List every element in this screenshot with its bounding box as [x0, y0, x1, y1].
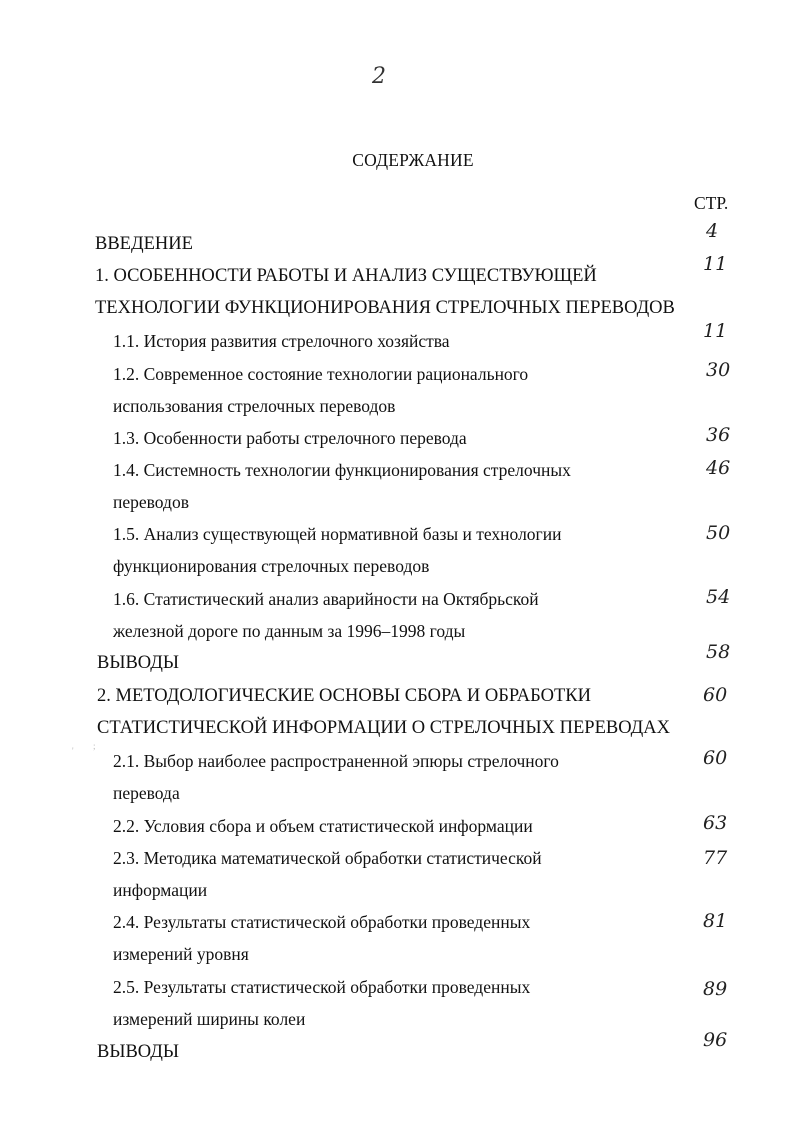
toc-entry-line: ВВЕДЕНИЕ	[95, 234, 193, 254]
toc-entry-line: СТАТИСТИЧЕСКОЙ ИНФОРМАЦИИ О СТРЕЛОЧНЫХ ПЕРЕВОДАХ	[97, 718, 671, 738]
toc-entry-line: 1.2. Современное состояние технологии рационального	[113, 364, 529, 384]
toc-entry-line: 2.2. Условия сбора и объем статистической информации	[113, 816, 533, 836]
toc-page-number: 96	[703, 1029, 728, 1051]
toc-entry-line: измерений уровня	[113, 944, 249, 964]
toc-entry-line: функционирования стрелочных переводов	[113, 556, 430, 576]
page-number: 2	[372, 64, 386, 89]
toc-entry-line: 1.1. История развития стрелочного хозяйства	[113, 331, 450, 351]
toc-entry-line: ВЫВОДЫ	[97, 1042, 180, 1062]
toc-page-number: 60	[703, 747, 728, 769]
toc-entry-line: переводов	[113, 492, 189, 512]
toc-page-number: 81	[703, 910, 728, 932]
toc-page-number: 89	[703, 978, 728, 1000]
toc-entry-line: 2.1. Выбор наиболее распространенной эпюры стрелочного	[113, 751, 559, 771]
toc-entry-line: ТЕХНОЛОГИИ ФУНКЦИОНИРОВАНИЯ СТРЕЛОЧНЫХ ПЕРЕВОДОВ	[95, 298, 675, 318]
toc-entry-line: 1.5. Анализ существующей нормативной базы и технологии	[113, 524, 562, 544]
toc-page-number: 11	[703, 320, 728, 342]
toc-entry-line: 1.3. Особенности работы стрелочного перевода	[113, 428, 467, 448]
toc-entry-line: информации	[113, 880, 208, 900]
toc-page-number: 30	[706, 359, 731, 381]
toc-entry-line: 2. МЕТОДОЛОГИЧЕСКИЕ ОСНОВЫ СБОРА И ОБРАБОТКИ	[97, 686, 592, 706]
toc-page-number: 4	[706, 220, 719, 242]
toc-entry-line: 1.6. Статистический анализ аварийности на Октябрьской	[113, 589, 539, 609]
page-column-label: СТР.	[694, 193, 729, 213]
toc-entry-line: 1. ОСОБЕННОСТИ РАБОТЫ И АНАЛИЗ СУЩЕСТВУЮЩЕЙ	[95, 266, 597, 286]
toc-page-number: 60	[703, 684, 728, 706]
toc-entry-line: перевода	[113, 783, 180, 803]
scan-speck: '	[72, 746, 74, 756]
toc-page-number: 58	[706, 641, 731, 663]
toc-page-number: 11	[703, 253, 728, 275]
scan-speck: ;	[93, 741, 96, 751]
toc-page-number: 46	[706, 457, 731, 479]
toc-entry-line: 2.4. Результаты статистической обработки проведенных	[113, 912, 531, 932]
toc-entry-line: ВЫВОДЫ	[97, 653, 180, 673]
toc-entry-line: 2.3. Методика математической обработки статистической	[113, 848, 542, 868]
page-title: СОДЕРЖАНИЕ	[352, 150, 474, 170]
toc-entry-line: 2.5. Результаты статистической обработки проведенных	[113, 977, 531, 997]
toc-entry-line: использования стрелочных переводов	[113, 396, 396, 416]
toc-page-number: 63	[703, 812, 728, 834]
toc-entry-line: железной дороге по данным за 1996–1998 годы	[113, 621, 466, 641]
toc-entry-line: 1.4. Системность технологии функционирования стрелочных	[113, 460, 571, 480]
toc-page-number: 36	[706, 424, 731, 446]
toc-page-number: 77	[703, 847, 728, 869]
toc-page-number: 54	[706, 586, 731, 608]
toc-page-number: 50	[706, 522, 731, 544]
toc-entry-line: измерений ширины колеи	[113, 1009, 306, 1029]
